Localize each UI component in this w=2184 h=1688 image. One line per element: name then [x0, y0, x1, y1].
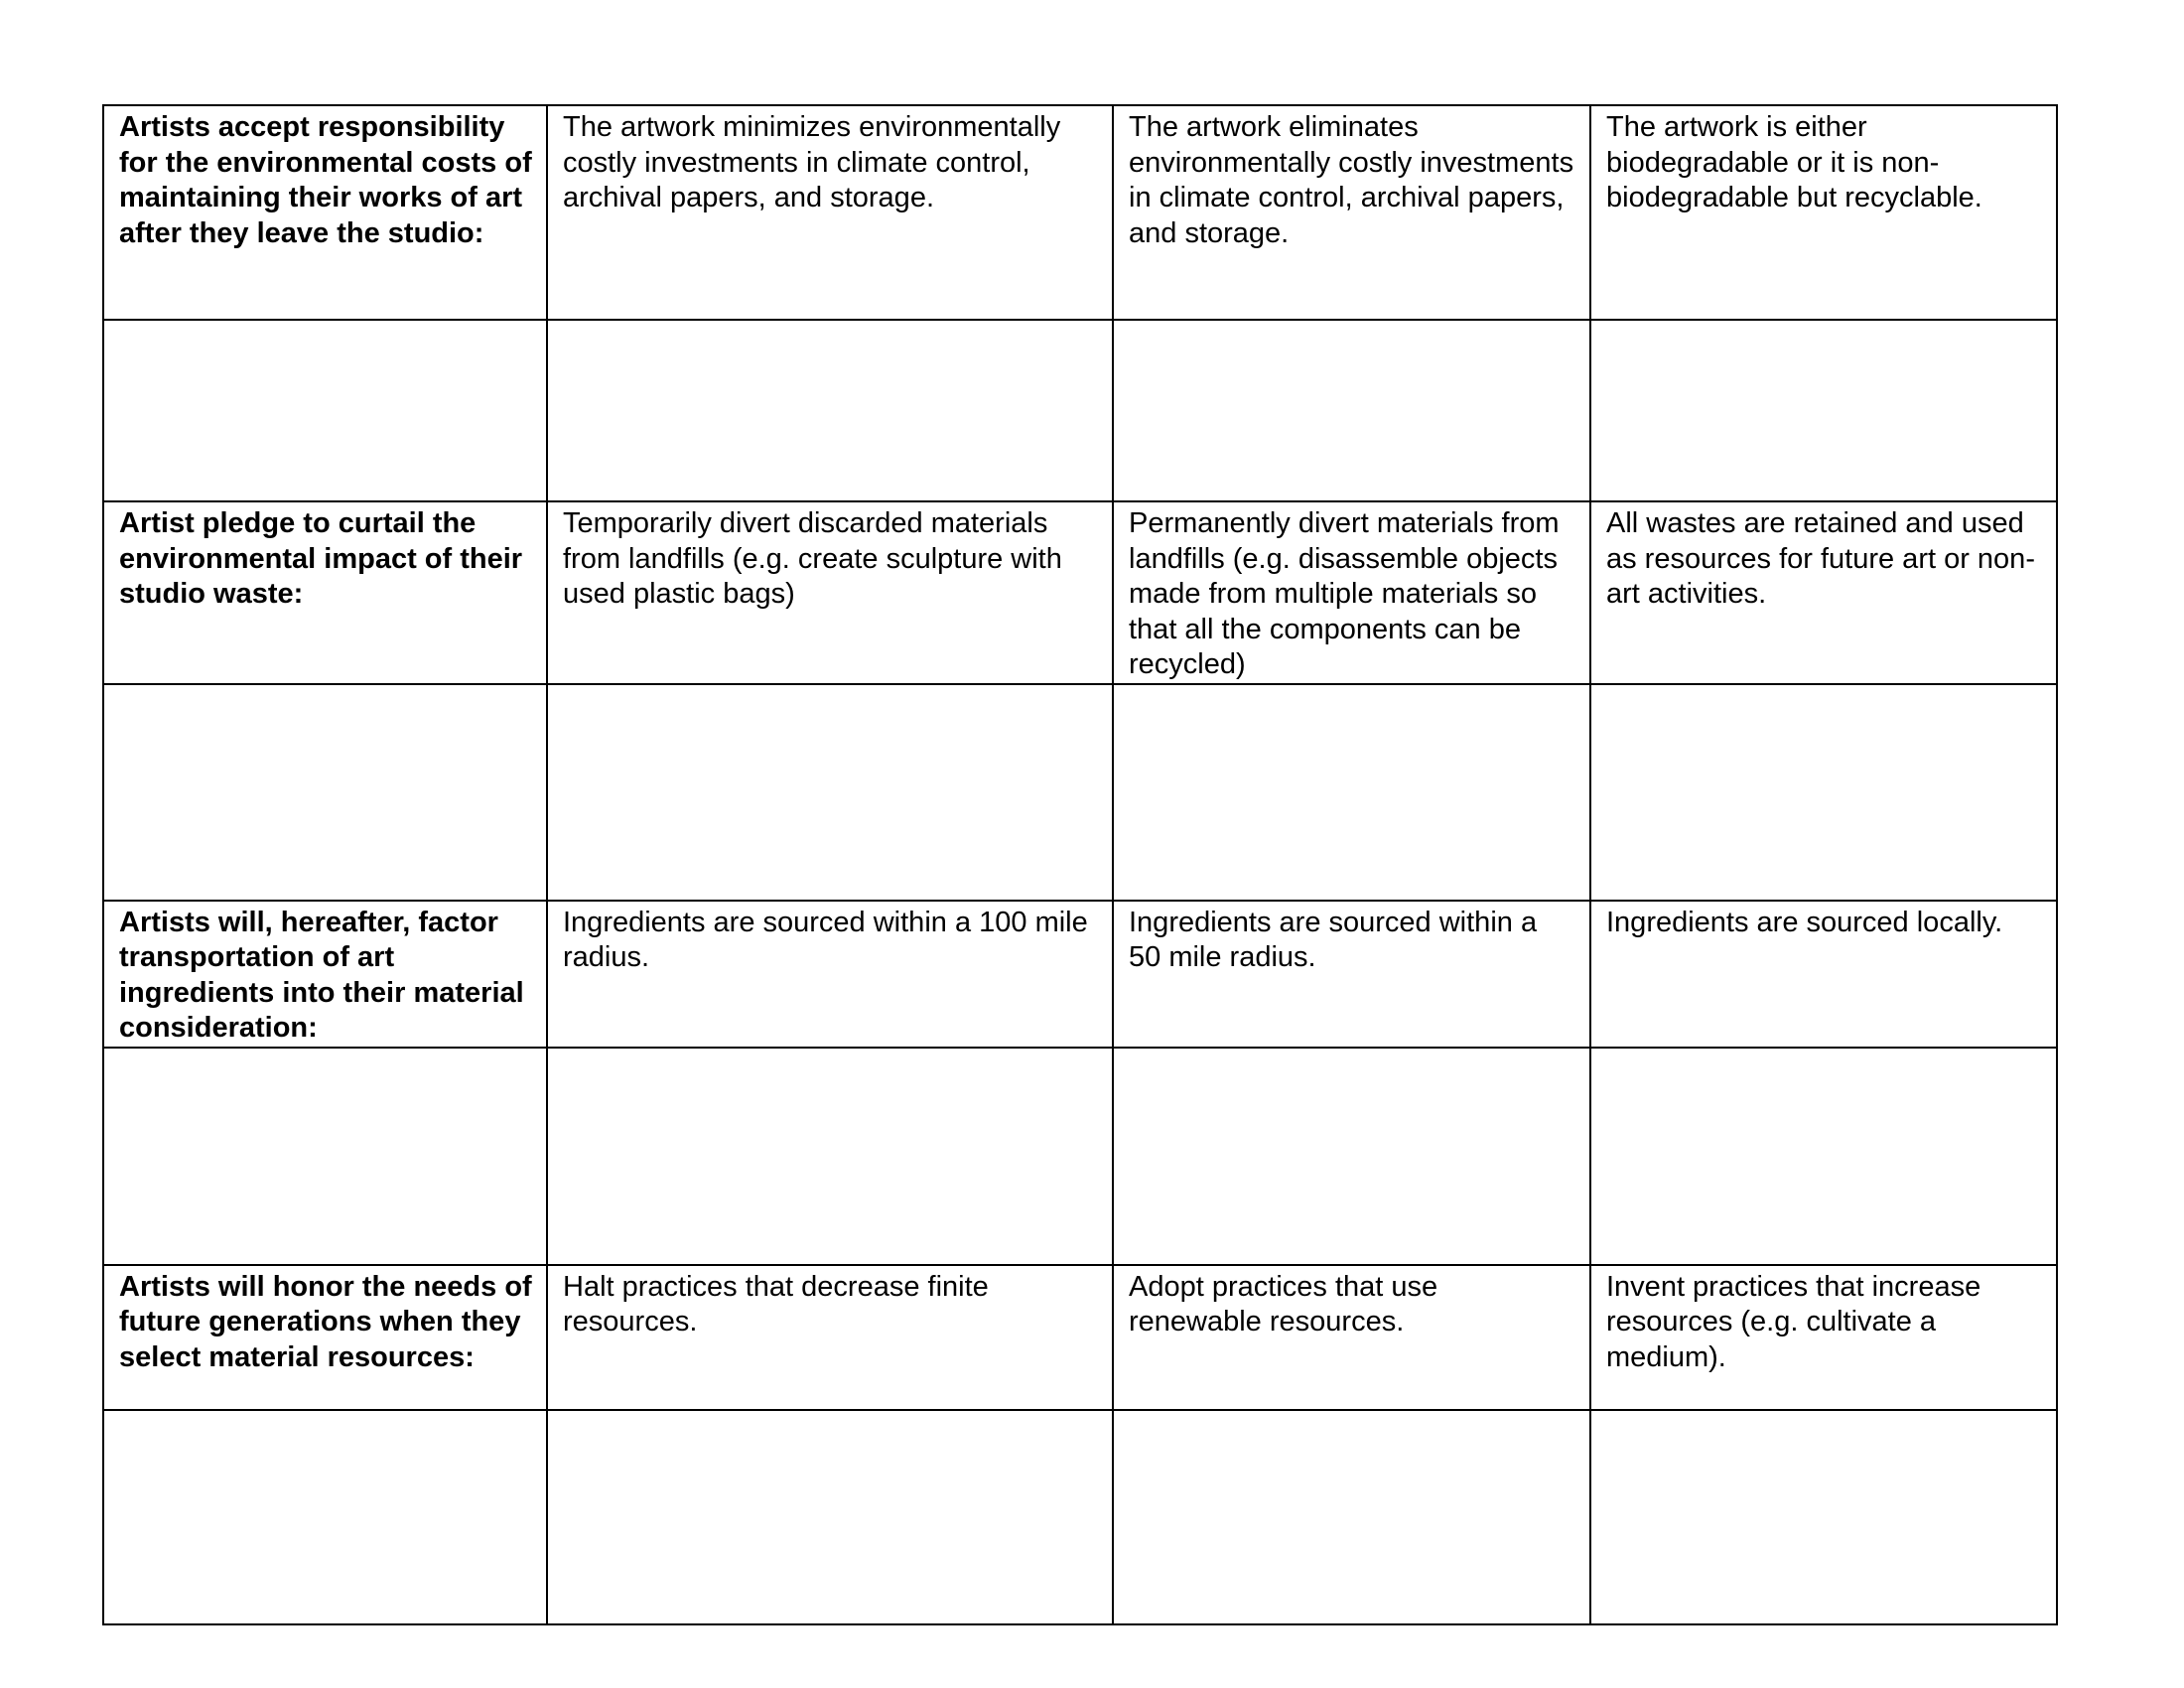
- level-2-cell: Adopt practices that use renewable resources.: [1113, 1265, 1590, 1410]
- blank-cell: [103, 684, 547, 901]
- table-row-blank-1: [103, 320, 2057, 501]
- blank-cell: [103, 320, 547, 501]
- blank-cell: [547, 1048, 1113, 1265]
- blank-cell: [1590, 1048, 2057, 1265]
- table-row-blank-4: [103, 1410, 2057, 1624]
- criterion-cell: Artist pledge to curtail the environmental impact of their studio waste:: [103, 501, 547, 684]
- criterion-cell: Artists accept responsibility for the environmental costs of maintaining their works of art after they leave the studio:: [103, 105, 547, 320]
- level-1-cell: Ingredients are sourced within a 100 mile radius.: [547, 901, 1113, 1048]
- table-row-criterion-3: [103, 901, 2057, 1048]
- blank-cell: [1113, 1410, 1590, 1624]
- table-row-blank-3: [103, 1048, 2057, 1265]
- criterion-cell: Artists will, hereafter, factor transportation of art ingredients into their material consideration:: [103, 901, 547, 1048]
- blank-cell: [547, 1410, 1113, 1624]
- blank-cell: [103, 1048, 547, 1265]
- level-2-cell: Ingredients are sourced within a 50 mile radius.: [1113, 901, 1590, 1048]
- level-3-cell: Invent practices that increase resources (e.g. cultivate a medium).: [1590, 1265, 2057, 1410]
- blank-cell: [103, 1410, 547, 1624]
- level-1-cell: The artwork minimizes environmentally costly investments in climate control, archival papers, and storage.: [547, 105, 1113, 320]
- level-2-cell: Permanently divert materials from landfills (e.g. disassemble objects made from multiple materials so that all the components can be recycled): [1113, 501, 1590, 684]
- blank-cell: [1590, 1410, 2057, 1624]
- table-row-criterion-4: [103, 1265, 2057, 1410]
- rubric-table: [102, 104, 2058, 1625]
- table-row-criterion-1: [103, 105, 2057, 320]
- table-row-blank-2: [103, 684, 2057, 901]
- level-3-cell: Ingredients are sourced locally.: [1590, 901, 2057, 1048]
- level-3-cell: All wastes are retained and used as resources for future art or non-art activities.: [1590, 501, 2057, 684]
- blank-cell: [1113, 684, 1590, 901]
- blank-cell: [1113, 320, 1590, 501]
- level-2-cell: The artwork eliminates environmentally costly investments in climate control, archival papers, and storage.: [1113, 105, 1590, 320]
- blank-cell: [547, 320, 1113, 501]
- blank-cell: [1113, 1048, 1590, 1265]
- level-3-cell: The artwork is either biodegradable or it is non-biodegradable but recyclable.: [1590, 105, 2057, 320]
- level-1-cell: Halt practices that decrease finite resources.: [547, 1265, 1113, 1410]
- criterion-cell: Artists will honor the needs of future generations when they select material resources:: [103, 1265, 547, 1410]
- blank-cell: [1590, 320, 2057, 501]
- blank-cell: [547, 684, 1113, 901]
- table-row-criterion-2: [103, 501, 2057, 684]
- level-1-cell: Temporarily divert discarded materials from landfills (e.g. create sculpture with used plastic bags): [547, 501, 1113, 684]
- blank-cell: [1590, 684, 2057, 901]
